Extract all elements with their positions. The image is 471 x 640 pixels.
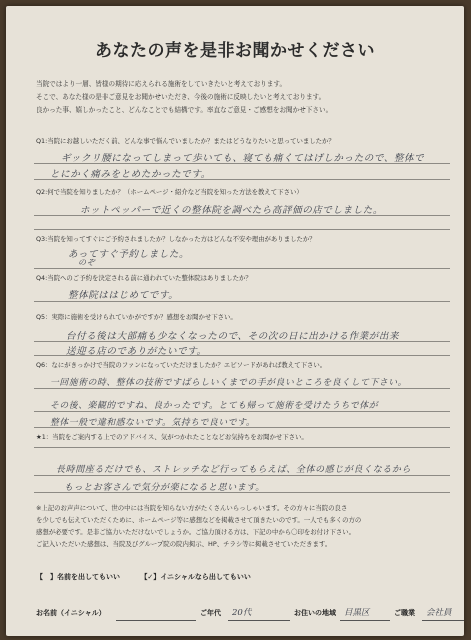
answer-rule — [34, 268, 450, 269]
answer-rule — [34, 388, 450, 389]
job-label: ご職業 — [394, 609, 415, 617]
consent-label-name: 名前を出してもいい — [57, 573, 120, 581]
answer-6-line-3: 整体一般で違和感ないです。気持ちで良いです。 — [50, 418, 256, 428]
form-title: あなたの声を是非お聞かせください — [95, 41, 375, 61]
answer-rule — [34, 427, 450, 428]
answer-rule — [34, 179, 450, 180]
question-3: Q3:当院を知ってすぐにご予約されましたか？しなかった方はどんな不安や理由がありましたか？ — [36, 235, 316, 243]
feedback-form-sheet — [6, 6, 464, 636]
consent-options — [36, 572, 269, 582]
question-4: Q4:当院へのご予約を決定される前に通われていた整体院はありましたか？ — [36, 274, 252, 282]
footer-line: を少しでも伝えていただくために、ホームページ等に感想などを掲載させて頂きたいのです。一人でも多くの方の — [36, 516, 362, 524]
answer-rule — [34, 163, 450, 164]
footer-line: 感想が必要です。是非ご協力いただけないでしょうか。ご協力頂ける方は、下記の中から〇印をお付け下さい。 — [36, 528, 356, 536]
question-2: Q2:何で当院を知りましたか？（ホームページ・紹介など当院を知った方法を教えて下さい） — [36, 188, 303, 196]
answer-rule — [34, 301, 450, 302]
age-field[interactable] — [228, 606, 290, 621]
question-5: Q5：実際に施術を受けられていかがですか？感想をお聞かせ下さい。 — [36, 313, 237, 321]
consent-option-initial[interactable] — [140, 573, 250, 581]
answer-6-line-2: その後、楽観的ですね、良かったです。とても帰って施術を受けたうちで体が — [50, 401, 379, 411]
answer-1-line-2: とにかく痛みをとめたかったです。 — [50, 169, 211, 180]
answer-rule — [34, 492, 450, 493]
answer-rule — [34, 215, 450, 216]
answer-5-line-1: 台付る後は大部痛も少なくなったので、その次の日に出かける作業が出来 — [66, 331, 400, 342]
intro-line: 良かった事、嬉しかったこと、どんなことでも結構です。率直なご意見・ご感想をお聞かせ下さい。 — [36, 106, 333, 114]
answer-7-line-1: 長時間座るだけでも、ストレッチなど行ってもらえば、全体の感じが良くなるから — [56, 465, 412, 475]
answer-3-line-1: あってすぐ予約しました。 — [68, 249, 190, 260]
footer-line: ※上記のお声声について、世の中には当院を知らない方がたくさんいらっしゃいます。その方々に当院の良さ — [36, 504, 348, 512]
answer-rule — [34, 475, 450, 476]
answer-1-line-1: ギックリ腰になってしまって歩いても、寝ても痛くてはげしかったので、整体で — [61, 153, 425, 164]
question-6: Q6：なにがきっかけで当院のファンになっていただけましたか？エピソードがあれば教えて下さい。 — [36, 361, 327, 369]
age-value: 20代 — [232, 608, 252, 618]
consent-option-name[interactable] — [36, 573, 122, 581]
question-advice: ★1：当院をご案内する上でのアドバイス、気がつかれたことなどお気持ちをお聞かせ下さい。 — [36, 433, 308, 441]
answer-rule — [34, 447, 450, 448]
footer-line: ご記入いただいた感想は、当院及びグループ院の院内掲示、HP、チラシ等に掲載させていただきます。 — [36, 540, 332, 548]
consent-box-name[interactable]: 【 】 — [36, 573, 57, 581]
answer-3-line-2: のぞ — [78, 258, 96, 267]
answer-rule — [34, 229, 450, 230]
intro-text — [36, 78, 444, 117]
name-field[interactable] — [116, 606, 196, 621]
answer-7-line-2: もっとお客さんで気分が楽になると思います。 — [64, 483, 265, 493]
answer-6-line-1: 一回施術の時、整体の技術ですばらしいくまでの手が良いところを良くして下さい。 — [50, 378, 408, 388]
answer-4-line-1: 整体院ははじめてです。 — [68, 290, 179, 301]
area-label: お住いの地域 — [294, 609, 336, 617]
job-field[interactable] — [422, 606, 464, 621]
answer-rule — [34, 341, 450, 342]
area-value: 目黒区 — [344, 608, 370, 618]
intro-line: 当院ではより一層、皆様の期待に応えられる施術をしていきたいと考えております。 — [36, 80, 287, 88]
area-field[interactable] — [340, 606, 390, 621]
answer-2-line-1: ホットペッパーで近くの整体院を調べたら高評価の店でしました。 — [80, 205, 384, 216]
job-value: 会社員 — [426, 608, 452, 618]
name-label: お名前（イニシャル） — [36, 609, 106, 617]
answer-5-line-2: 送迎る店のでありがたいです。 — [66, 346, 207, 357]
consent-box-initial[interactable]: 【✓】 — [140, 573, 161, 581]
intro-line: そこで、あなた様の是非ご意見をお聞かせいただき、今後の施術に反映したいと考えております。 — [36, 93, 326, 101]
question-1: Q1:当院にお越しいただく前、どんな事で悩んでいましたか？またはどうなりたいと思っていましたか？ — [36, 137, 335, 145]
consent-label-initial: イニシャルなら出してもいい — [160, 573, 251, 581]
footer-notice — [36, 502, 448, 550]
answer-rule — [34, 355, 450, 356]
age-label: ご年代 — [200, 609, 221, 617]
respondent-info-row — [36, 606, 454, 622]
answer-rule — [34, 411, 450, 412]
